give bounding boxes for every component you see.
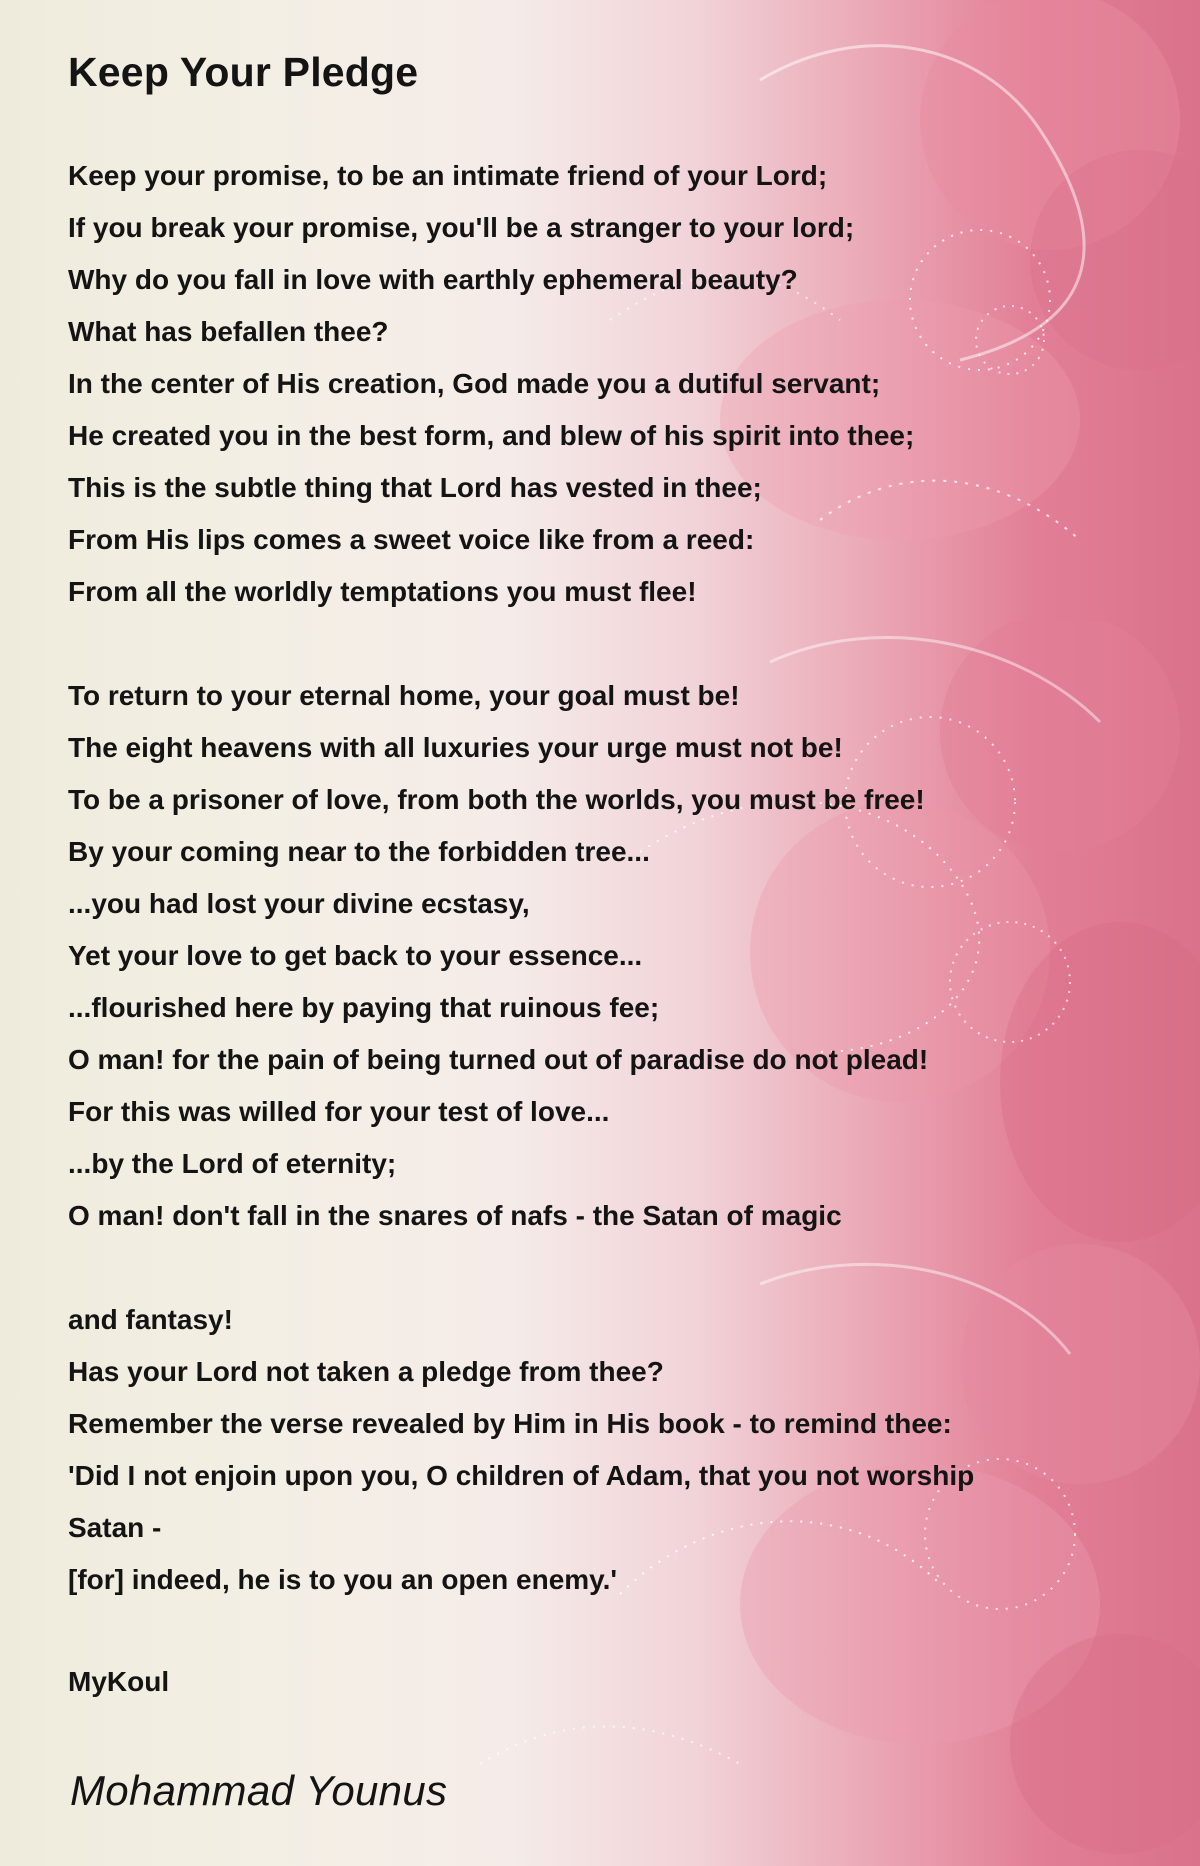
poem-line: ...you had lost your divine ecstasy, [68, 888, 530, 919]
poem-line: In the center of His creation, God made you a dutiful servant; [68, 368, 881, 399]
poem-line: What has befallen thee? [68, 316, 389, 347]
poem-line: Keep your promise, to be an intimate friend of your Lord; [68, 160, 828, 191]
poem-title: Keep Your Pledge [68, 49, 419, 95]
poem-line: and fantasy! [68, 1304, 233, 1335]
poem-line: The eight heavens with all luxuries your urge must not be! [68, 732, 843, 763]
poem-line: Satan - [68, 1512, 162, 1543]
poem-line: From His lips comes a sweet voice like from a reed: [68, 524, 755, 555]
poem-line: ...by the Lord of eternity; [68, 1148, 397, 1179]
poem-line: O man! for the pain of being turned out of paradise do not plead! [68, 1044, 929, 1075]
poem-line: ...flourished here by paying that ruinous fee; [68, 992, 660, 1023]
poem-line: This is the subtle thing that Lord has vested in thee; [68, 472, 762, 503]
author-name: Mohammad Younus [70, 1767, 448, 1814]
poem-line: By your coming near to the forbidden tree... [68, 836, 650, 867]
source-note: MyKoul [68, 1666, 170, 1697]
poem-body [68, 150, 1148, 1606]
poem-line: O man! don't fall in the snares of nafs - the Satan of magic [68, 1200, 842, 1231]
poem-line: To return to your eternal home, your goal must be! [68, 680, 740, 711]
poem-line: 'Did I not enjoin upon you, O children of Adam, that you not worship [68, 1460, 975, 1491]
poem-line: Why do you fall in love with earthly ephemeral beauty? [68, 264, 798, 295]
poem-line: Yet your love to get back to your essence... [68, 940, 643, 971]
stanza-2 [68, 670, 1148, 1242]
poem-line: Remember the verse revealed by Him in His book - to remind thee: [68, 1408, 952, 1439]
poem-line: If you break your promise, you'll be a stranger to your lord; [68, 212, 855, 243]
poem-line: [for] indeed, he is to you an open enemy.' [68, 1564, 618, 1595]
poem-line: He created you in the best form, and blew of his spirit into thee; [68, 420, 915, 451]
stanza-1 [68, 150, 1148, 618]
poem-line: To be a prisoner of love, from both the worlds, you must be free! [68, 784, 925, 815]
poem-line: For this was willed for your test of love... [68, 1096, 610, 1127]
stanza-3 [68, 1294, 1148, 1606]
poem-line: From all the worldly temptations you must flee! [68, 576, 697, 607]
poem-line: Has your Lord not taken a pledge from thee? [68, 1356, 664, 1387]
